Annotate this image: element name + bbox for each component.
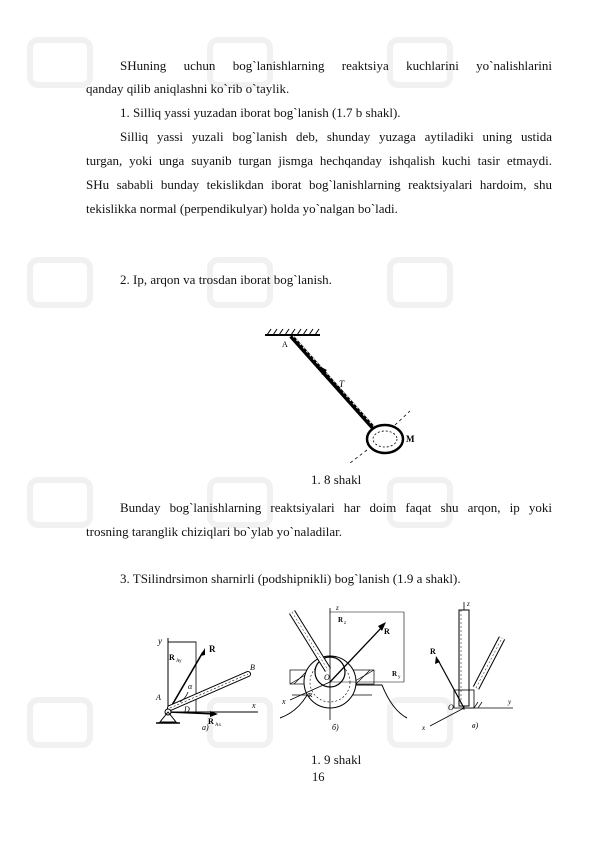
- fig19b-label-rz-sub: z: [344, 621, 347, 626]
- fig19c-panel-label: в): [472, 721, 479, 730]
- fig19a-axis-y: y: [158, 636, 162, 646]
- figure-1-8-caption: 1. 8 shakl: [311, 472, 362, 487]
- list-item-2: 2. Ip, arqon va trosdan iborat bog`lanish.: [120, 272, 332, 287]
- fig19b-label-ry: R: [392, 670, 398, 678]
- page-number: 16: [312, 770, 325, 784]
- list-item-3: 3. TSilindrsimon sharnirli (podshipnikli) bog`lanish (1.9 a shakl).: [120, 571, 461, 586]
- figure-1-8-diagram: [255, 325, 425, 465]
- fig19c-axis-y: y: [508, 698, 512, 706]
- paragraph-3-line-1: Bunday bog`lanishlarning reaktsiyalari har doim faqat shu arqon, ip yoki: [120, 500, 552, 515]
- fig19a-label-a: A: [156, 693, 161, 702]
- fig19b-panel-label: б): [332, 723, 339, 732]
- fig19b-label-r: R: [384, 627, 390, 636]
- fig19a-label-b: B: [250, 663, 255, 672]
- figure-1-9a-diagram: [148, 630, 263, 735]
- fig19a-label-d: D: [184, 705, 190, 714]
- fig19a-axis-x: x: [252, 701, 256, 710]
- fig19a-panel-label: a): [202, 723, 209, 732]
- fig19c-label-r: R: [430, 647, 436, 656]
- figure-1-9-caption: 1. 9 shakl: [311, 752, 362, 767]
- fig19a-label-rax-sub: Ax: [215, 723, 222, 728]
- fig19b-label-ry-sub: y: [398, 675, 401, 680]
- paragraph-1-line-2: qanday qilib aniqlashni ko`rib o`taylik.: [86, 81, 290, 96]
- fig18-label-a: A: [282, 340, 288, 349]
- fig19b-axis-z: z: [336, 604, 339, 612]
- fig19a-label-ray-sub: Ay: [176, 659, 182, 664]
- fig19b-label-rx: R: [308, 693, 313, 699]
- fig19a-label-alpha: α: [188, 682, 193, 691]
- paragraph-3-line-2: trosning taranglik chiziqlari bo`ylab yo`naladilar.: [86, 524, 342, 539]
- paragraph-2-line-1: Silliq yassi yuzali bog`lanish deb, shunday yuzaga aytiladiki uning ustida: [120, 129, 552, 144]
- fig19a-label-rax: R: [208, 717, 214, 726]
- paragraph-2-line-3: SHu sababli bunday tekislikdan iborat bog`lanishlarning reaktsiyalari hardoim, shu: [86, 177, 552, 192]
- fig19b-label-rz: R: [338, 616, 344, 624]
- fig19c-axis-z: z: [467, 600, 470, 608]
- list-item-1: 1. Silliq yassi yuzadan iborat bog`lanish (1.7 b shakl).: [120, 105, 401, 120]
- fig18-label-m: M: [406, 434, 415, 444]
- fig19b-label-o: O: [324, 673, 330, 682]
- fig19c-axis-x: x: [422, 724, 426, 732]
- fig19a-label-ray: R: [169, 653, 175, 662]
- paragraph-2-line-4: tekislikka normal (perpendikulyar) holda yo`nalgan bo`ladi.: [86, 201, 398, 216]
- figure-1-9c-diagram: [418, 598, 518, 736]
- fig18-label-t: T: [339, 379, 345, 389]
- paragraph-1-line-1: SHuning uchun bog`lanishlarning reaktsiya kuchlarini yo`nalishlarini: [120, 58, 552, 73]
- figure-1-9b-diagram: [272, 600, 412, 735]
- fig19c-label-o: O: [448, 703, 454, 712]
- fig19a-label-r: R: [209, 644, 216, 654]
- fig19b-axis-x: x: [282, 697, 286, 706]
- paragraph-2-line-2: turgan, yoki unga suyanib turgan jismga hechqanday ishqalish kuchi tasir etmaydi.: [86, 153, 552, 168]
